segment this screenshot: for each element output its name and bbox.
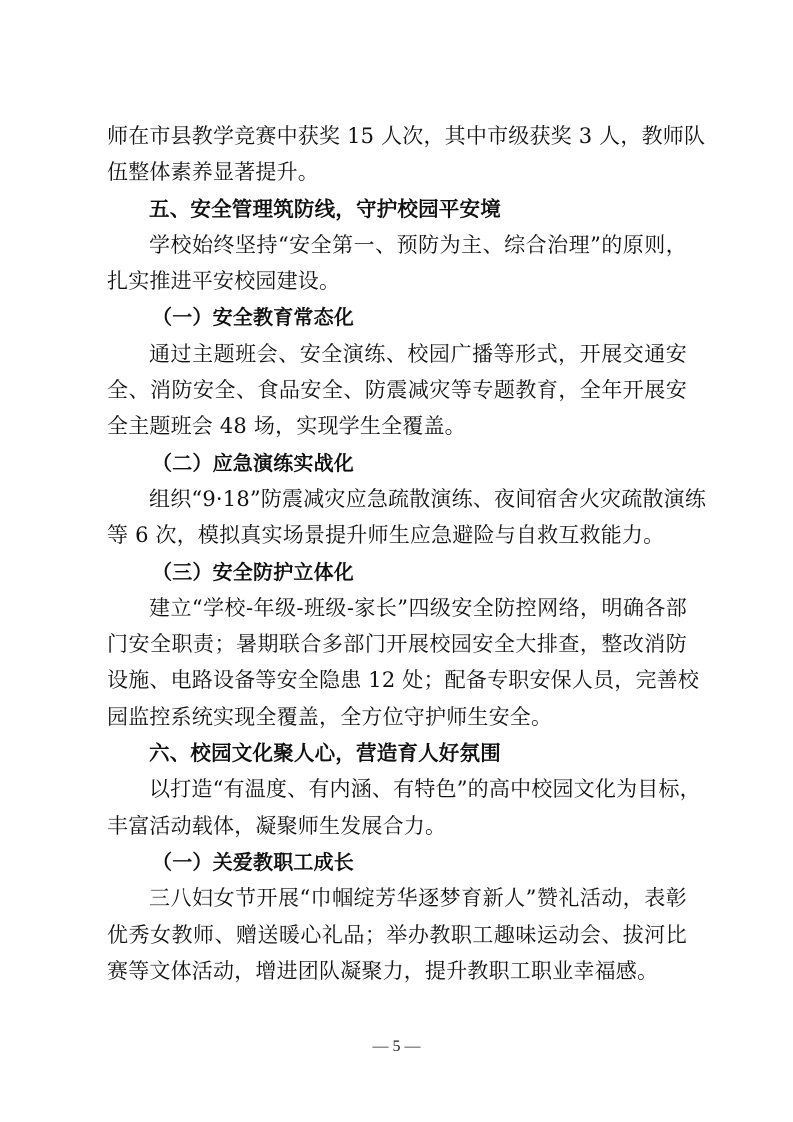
text-line: 伍整体素养显著提升。 (107, 160, 319, 185)
text-line: 以打造“有温度、有内涵、有特色”的高中校园文化为目标， (149, 777, 701, 802)
document-body (107, 118, 707, 989)
text-line: 扎实推进平安校园建设。 (107, 269, 341, 294)
page-number: — 5 — (372, 1038, 421, 1055)
text-line: 园监控系统实现全覆盖，全方位守护师生安全。 (107, 704, 553, 729)
text-line: 组织“9·18”防震减灾应急疏散演练、夜间宿舍火灾疏散演练 (149, 486, 707, 511)
subsection-heading: （三）安全防护立体化 (152, 559, 354, 584)
text-line: 全、消防安全、食品安全、防震减灾等专题教育，全年开展安 (107, 378, 687, 403)
text-line: 师在市县教学竞赛中获奖 15 人次，其中市级获奖 3 人，教师队 (107, 124, 706, 148)
text-line: 全主题班会 48 场，实现学生全覆盖。 (107, 414, 466, 439)
section-heading-five: 五、安全管理筑防线，守护校园平安境 (149, 196, 501, 221)
text-line: 建立“学校-年级-班级-家长”四级安全防控网络，明确各部 (149, 595, 687, 620)
subsection-heading: （二）应急演练实战化 (152, 450, 354, 475)
text-line: 门安全职责；暑期联合多部门开展校园安全大排查，整改消防 (107, 632, 687, 657)
section-heading-six: 六、校园文化聚人心，营造育人好氛围 (149, 741, 501, 766)
text-line: 学校始终坚持“安全第一、预防为主、综合治理”的原则， (149, 232, 687, 257)
text-line: 赛等文体活动，增进团队凝聚力，提升教职工职业幸福感。 (107, 958, 659, 983)
subsection-heading: （一）关爱教职工成长 (152, 849, 354, 874)
subsection-heading: （一）安全教育常态化 (152, 305, 354, 330)
text-line: 等 6 次，模拟真实场景提升师生应急避险与自救互救能力。 (107, 523, 665, 548)
text-line: 三八妇女节开展“巾帼绽芳华逐梦育新人”赞礼活动，表彰 (149, 886, 687, 911)
text-line: 丰富活动载体，凝聚师生发展合力。 (107, 813, 447, 838)
text-line: 通过主题班会、安全演练、校园广播等形式，开展交通安 (149, 341, 687, 366)
text-line: 优秀女教师、赠送暖心礼品；举办教职工趣味运动会、拔河比 (107, 922, 687, 947)
text-line: 设施、电路设备等安全隐患 12 处；配备专职安保人员，完善校 (107, 668, 700, 693)
